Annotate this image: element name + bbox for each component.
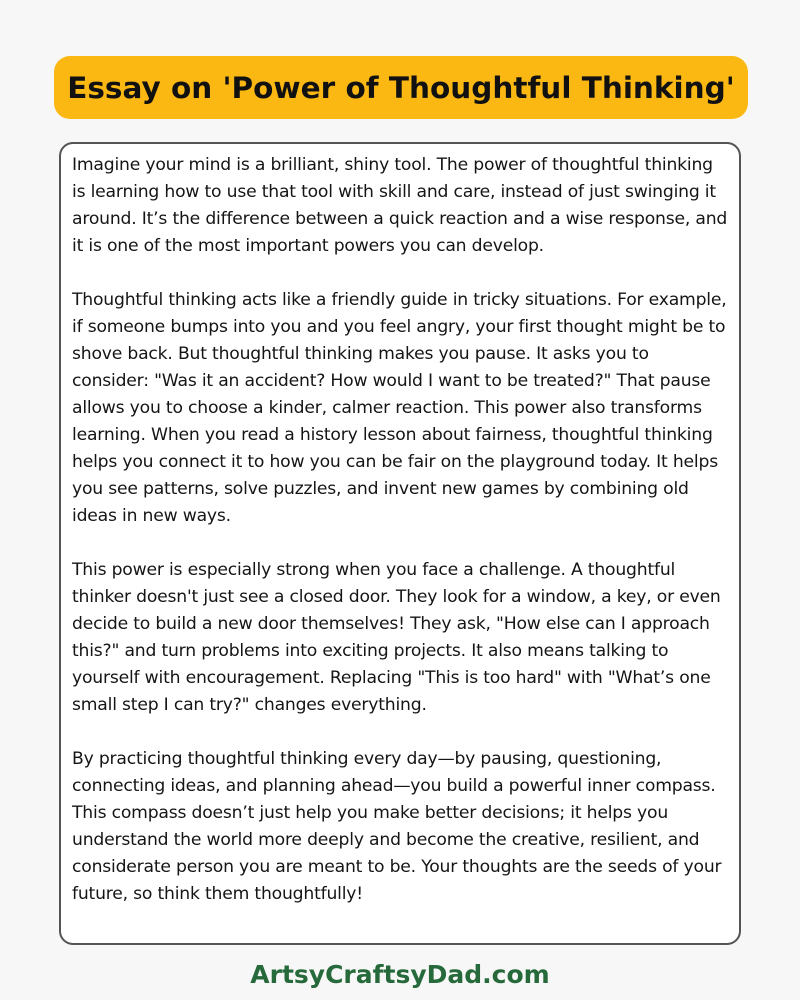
footer-site-name: ArtsyCraftsyDad.com xyxy=(250,960,550,989)
essay-paragraph-3: This power is especially strong when you face a challenge. A thoughtful thinker doesn't just see a closed door. They look for a window, a key, or even decide to build a new door themselves! They ask, "How else can I approach this?" and turn problems into exciting projects. It also means talking to yourself with encouragement. Replacing "This is too hard" with "What’s one small step I can try?" changes everything. xyxy=(72,560,721,715)
essay-box xyxy=(59,142,741,945)
essay-paragraph-2: Thoughtful thinking acts like a friendly guide in tricky situations. For example, if someone bumps into you and you feel angry, your first thought might be to shove back. But thoughtful thinking makes you pause. It asks you to consider: "Was it an accident? How would I want to be treated?" That pause allows you to choose a kinder, calmer reaction. This power also transforms learning. When you read a history lesson about fairness, thoughtful thinking helps you connect it to how you can be fair on the playground today. It helps you see patterns, solve puzzles, and invent new games by combining old ideas in new ways. xyxy=(72,290,727,526)
page-title: Essay on 'Power of Thoughtful Thinking' xyxy=(67,70,735,105)
essay-paragraph-4: By practicing thoughtful thinking every day—by pausing, questioning, connecting ideas, and planning ahead—you build a powerful inner compass. This compass doesn’t just help you make better decisions; it helps you understand the world more deeply and become the creative, resilient, and considerate person you are meant to be. Your thoughts are the seeds of your future, so think them thoughtfully! xyxy=(72,749,722,904)
essay-paragraph-1: Imagine your mind is a brilliant, shiny tool. The power of thoughtful thinking is learning how to use that tool with skill and care, instead of just swinging it around. It’s the difference between a quick reaction and a wise response, and it is one of the most important powers you can develop. xyxy=(72,155,728,256)
title-banner xyxy=(54,56,748,119)
